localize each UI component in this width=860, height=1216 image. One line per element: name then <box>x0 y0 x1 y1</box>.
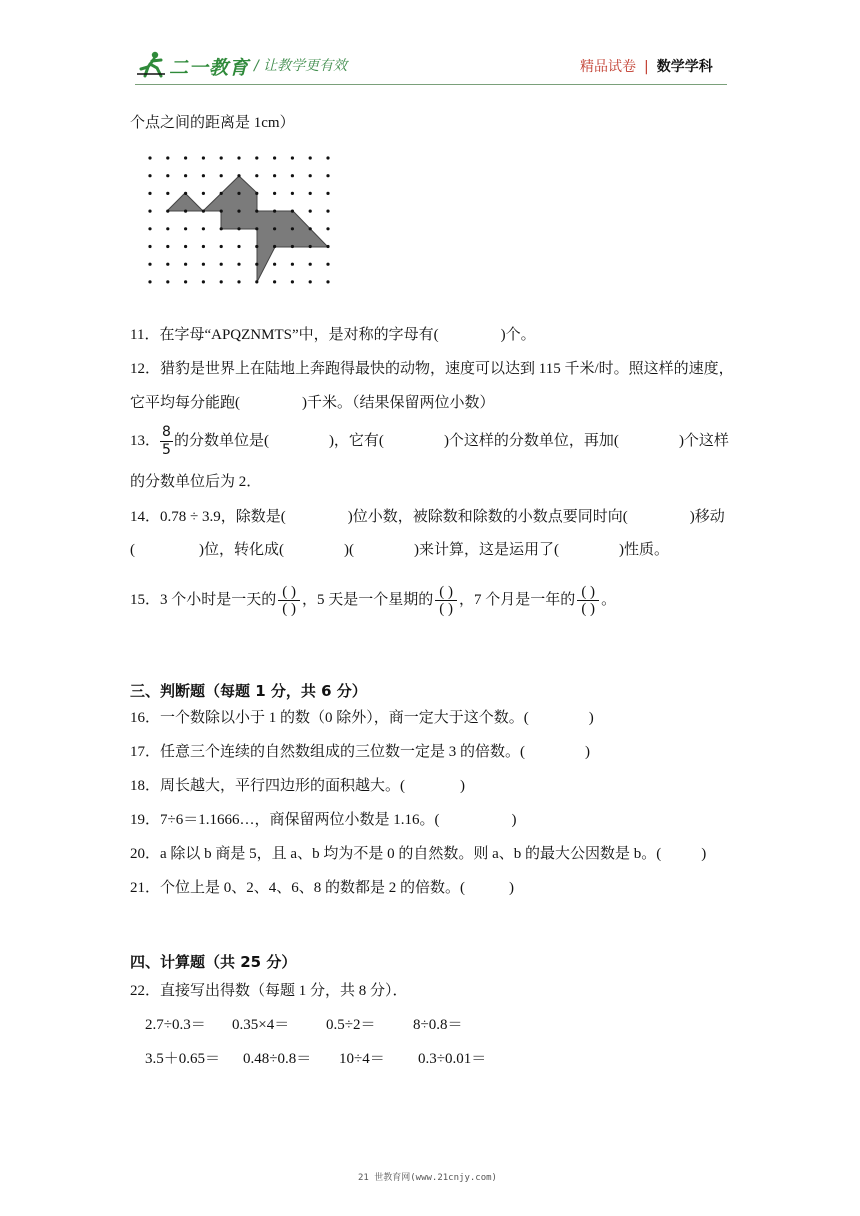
grid-dot <box>237 245 240 248</box>
q13-t1: 的分数单位是( <box>173 433 269 449</box>
grid-dot <box>291 227 294 230</box>
shaded-shape <box>167 176 328 282</box>
q14-t2: )位小数，被除数和除数的小数点要同时向( <box>347 509 628 525</box>
q13-t2: )，它有( <box>328 433 384 449</box>
header-label-subject: 数学学科 <box>656 59 713 75</box>
grid-dot <box>220 156 223 159</box>
section-4-title: 四、计算题（共 25 分） <box>130 953 297 971</box>
q12-after: )千米。（结果保留两位小数） <box>302 395 495 411</box>
q20-after: ) <box>701 846 707 862</box>
grid-dot <box>291 210 294 213</box>
grid-dot <box>166 210 169 213</box>
grid-dot <box>237 156 240 159</box>
grid-dot <box>184 227 187 230</box>
q15-t4: 。 <box>601 592 617 608</box>
q14-l2d: )来计算，这是运用了( <box>414 542 559 558</box>
grid-dot <box>309 245 312 248</box>
q13-t4: )个这样 <box>678 433 729 449</box>
q21-number: 21． <box>130 880 161 896</box>
grid-dot <box>148 174 151 177</box>
q15-t2: ，5 天是一个星期的 <box>302 592 434 608</box>
q18-number: 18． <box>130 778 161 794</box>
q15-fraction-1[interactable]: $\frac{( )}{( )}$ <box>278 584 300 617</box>
q14-l2a: ( <box>130 542 135 558</box>
q19-number: 19． <box>130 812 161 828</box>
grid-dot <box>291 156 294 159</box>
q13-denominator: 5 <box>162 442 171 459</box>
q21-text: 个位上是 0、2、4、6、8 的数都是 2 的倍数。( <box>160 880 466 896</box>
grid-dot <box>326 156 329 159</box>
q15-t1: 3 个小时是一天的 <box>160 592 277 608</box>
question-13-line1 <box>130 423 729 459</box>
q16-text: 一个数除以小于 1 的数（0 除外），商一定大于这个数。( <box>160 710 529 726</box>
q16-number: 16． <box>130 710 161 726</box>
grid-dot <box>309 192 312 195</box>
grid-dot <box>237 227 240 230</box>
grid-dot <box>309 280 312 283</box>
q17-text: 任意三个连续的自然数组成的三位数一定是 3 的倍数。( <box>160 744 526 760</box>
grid-dot <box>202 210 205 213</box>
header-right <box>580 56 713 76</box>
grid-dot <box>255 263 258 266</box>
header-label-quality: 精品试卷 <box>580 59 636 75</box>
grid-dot <box>184 156 187 159</box>
q14-l2c: )( <box>344 542 354 558</box>
grid-dot <box>255 280 258 283</box>
q14-l2b: )位，转化成( <box>199 542 284 558</box>
q20-number: 20． <box>130 846 161 862</box>
q18-after: ) <box>460 778 466 794</box>
grid-dot <box>184 245 187 248</box>
grid-dot <box>255 245 258 248</box>
grid-dot <box>237 210 240 213</box>
calc-row-1-item-4: 8÷0.8＝ <box>413 1017 463 1033</box>
q19-after: ) <box>511 812 517 828</box>
grid-dot <box>202 245 205 248</box>
q14-t3: )移动 <box>689 509 725 525</box>
question-14-line2 <box>130 540 669 560</box>
grid-dot <box>220 210 223 213</box>
grid-dot <box>148 156 151 159</box>
grid-dot <box>166 245 169 248</box>
q18-text: 周长越大，平行四边形的面积越大。( <box>160 778 406 794</box>
grid-dot <box>184 192 187 195</box>
question-11 <box>130 325 536 345</box>
calc-row-2-item-4: 0.3÷0.01＝ <box>418 1051 487 1067</box>
q15-number: 15． <box>130 592 161 608</box>
grid-dot <box>166 280 169 283</box>
grid-dot <box>202 174 205 177</box>
q14-l2e: )性质。 <box>619 542 669 558</box>
grid-dot <box>291 174 294 177</box>
grid-dot <box>309 174 312 177</box>
calc-row-1-item-1: 2.7÷0.3＝ <box>145 1017 206 1033</box>
q20-text: a 除以 b 商是 5，且 a、b 均为不是 0 的自然数。则 a、b 的最大公因数是 b。( <box>160 846 662 862</box>
grid-dot <box>184 280 187 283</box>
grid-dot <box>309 227 312 230</box>
grid-dot <box>166 192 169 195</box>
header-logo <box>135 50 250 80</box>
grid-dot <box>184 174 187 177</box>
grid-dot <box>255 156 258 159</box>
header-slogan: / 让教学更有效 <box>254 58 348 74</box>
grid-dot <box>166 156 169 159</box>
grid-dot <box>326 210 329 213</box>
grid-dot <box>184 263 187 266</box>
logo-text: 二一教育 <box>169 57 250 79</box>
grid-dot <box>202 192 205 195</box>
q11-text: 在字母“APQZNMTS”中，是对称的字母有( <box>159 327 439 343</box>
grid-dot <box>202 227 205 230</box>
question-12-line2 <box>130 393 495 413</box>
grid-dot <box>273 192 276 195</box>
grid-dot <box>273 245 276 248</box>
grid-dot <box>273 156 276 159</box>
grid-dot <box>326 263 329 266</box>
q12-text2: 它平均每分能跑( <box>130 395 240 411</box>
grid-dot <box>273 174 276 177</box>
grid-dot <box>255 210 258 213</box>
grid-dot <box>166 174 169 177</box>
dot-grid-figure <box>140 150 340 290</box>
page-footer: 21 世教育网(www.21cnjy.com) <box>358 1173 497 1183</box>
grid-dot <box>148 245 151 248</box>
grid-dot <box>202 280 205 283</box>
grid-dot <box>148 192 151 195</box>
grid-dot <box>220 280 223 283</box>
grid-dot <box>148 280 151 283</box>
grid-dot <box>273 263 276 266</box>
q21-after: ) <box>509 880 515 896</box>
grid-dot <box>326 245 329 248</box>
calc-row-2-item-1: 3.5＋0.65＝ <box>145 1051 221 1067</box>
grid-dot <box>166 263 169 266</box>
calc-row-1-item-2: 0.35×4＝ <box>232 1017 290 1033</box>
grid-dot <box>326 280 329 283</box>
grid-dot <box>220 174 223 177</box>
q11-after: )个。 <box>500 327 536 343</box>
grid-dot <box>326 174 329 177</box>
grid-dot <box>166 227 169 230</box>
grid-dot <box>326 192 329 195</box>
question-21 <box>130 878 514 898</box>
grid-dot <box>237 263 240 266</box>
grid-dot <box>326 227 329 230</box>
grid-dot <box>291 245 294 248</box>
q13-fraction <box>160 424 173 459</box>
grid-dot <box>309 210 312 213</box>
q15-fraction-3[interactable]: $\frac{( )}{( )}$ <box>577 584 599 617</box>
q14-number: 14． <box>130 509 161 525</box>
q12-number: 12． <box>130 361 161 377</box>
question-15 <box>130 581 616 619</box>
grid-dot <box>148 227 151 230</box>
grid-dot <box>273 210 276 213</box>
grid-dot <box>184 210 187 213</box>
question-20 <box>130 844 706 864</box>
runner-logo-icon <box>135 50 169 80</box>
question-18 <box>130 776 465 796</box>
q16-after: ) <box>588 710 594 726</box>
question-12-line1 <box>130 359 734 379</box>
q13-number: 13． <box>130 433 161 449</box>
section-3-title: 三、判断题（每题 1 分，共 6 分） <box>130 682 367 700</box>
grid-dot <box>237 192 240 195</box>
question-13-line2: 的分数单位后为 2． <box>130 474 262 490</box>
grid-dot <box>220 263 223 266</box>
grid-dot <box>255 227 258 230</box>
q17-after: ) <box>585 744 591 760</box>
header-separator: | <box>644 59 649 75</box>
grid-dot <box>148 263 151 266</box>
grid-dot <box>255 174 258 177</box>
q19-text: 7÷6＝1.1666…，商保留两位小数是 1.16。( <box>160 812 440 828</box>
question-19 <box>130 810 517 830</box>
grid-dot <box>273 227 276 230</box>
grid-dot <box>291 263 294 266</box>
grid-dot <box>273 280 276 283</box>
question-22: 22．直接写出得数（每题 1 分，共 8 分）． <box>130 983 408 999</box>
header-rule <box>135 84 727 85</box>
grid-dot <box>237 280 240 283</box>
q15-fraction-2[interactable]: $\frac{( )}{( )}$ <box>435 584 457 617</box>
grid-dot <box>255 192 258 195</box>
q13-t3: )个这样的分数单位，再加( <box>443 433 619 449</box>
grid-dot <box>202 156 205 159</box>
question-14-line1 <box>130 507 725 527</box>
grid-dot <box>291 280 294 283</box>
grid-dot <box>220 245 223 248</box>
q11-number: 11． <box>130 327 160 343</box>
calc-row-2-item-2: 0.48÷0.8＝ <box>243 1051 312 1067</box>
intro-line: 个点之间的距离是 1cm） <box>130 115 295 131</box>
grid-dot <box>291 192 294 195</box>
grid-dot <box>237 174 240 177</box>
calc-row-2-item-3: 10÷4＝ <box>339 1051 385 1067</box>
q15-t3: ，7 个月是一年的 <box>459 592 576 608</box>
calc-row-1-item-3: 0.5÷2＝ <box>326 1017 376 1033</box>
q13-numerator: 8 <box>162 424 171 441</box>
grid-dot <box>220 192 223 195</box>
question-16 <box>130 708 594 728</box>
grid-dot <box>309 263 312 266</box>
grid-dot <box>309 156 312 159</box>
q12-text: 猎豹是世界上在陆地上奔跑得最快的动物，速度可以达到 115 千米/时。照这样的速度， <box>160 361 734 377</box>
q14-t1: 0.78 ÷ 3.9，除数是( <box>160 509 286 525</box>
question-17 <box>130 742 590 762</box>
grid-dot <box>220 227 223 230</box>
grid-dot <box>148 210 151 213</box>
grid-dot <box>202 263 205 266</box>
q17-number: 17． <box>130 744 161 760</box>
